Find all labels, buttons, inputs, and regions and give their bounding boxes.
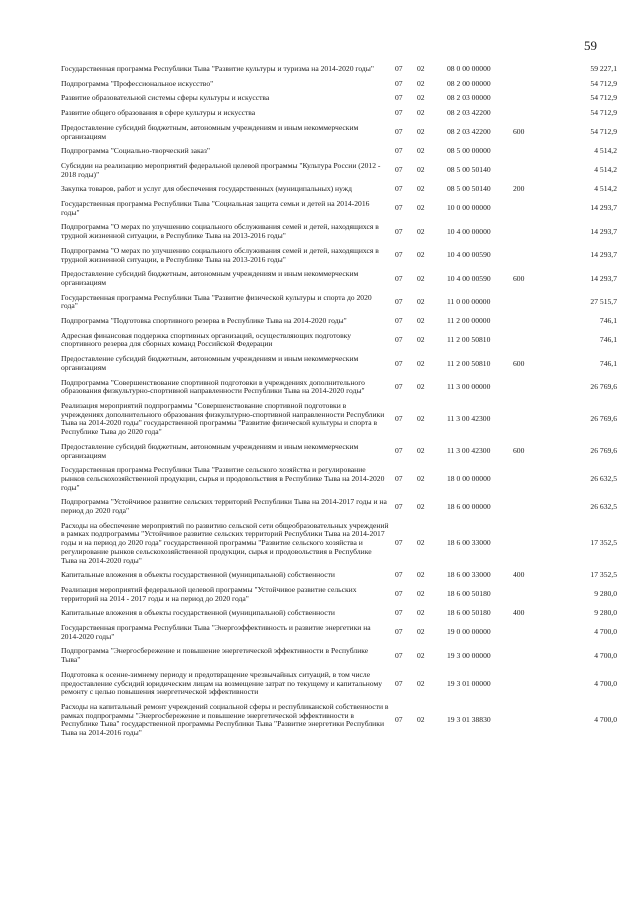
table-row [61,463,617,495]
expense-name-cell: Предоставление субсидий бюджетным, автономным учреждениям и иным некоммерческим организациям [61,269,359,287]
table-row [61,244,617,267]
table-row [61,77,617,92]
subsection-code-cell: 02 [417,538,425,548]
expense-type-cell: 200 [513,184,525,194]
expense-name-cell: Подпрограмма "О мерах по улучшению социального обслуживания семей и детей, находящихся в трудной жизненной ситуации, в Республике Тыва на 2013-2016 годы" [61,222,379,241]
section-code-cell: 07 [395,78,403,88]
table-row [61,106,617,121]
section-code-cell: 07 [395,414,403,424]
section-code-cell: 07 [395,570,403,580]
expense-name-cell: Подпрограмма "Социально-творческий заказ" [61,146,210,156]
amount-cell: 746,1 [599,358,617,368]
expense-name-cell: Подпрограмма "Энергосбережение и повышение энергетической эффективности в Республике Тыва" [61,646,369,665]
expense-type-cell [513,668,551,700]
amount-cell: 746,1 [599,316,617,326]
subsection-code-cell: 02 [417,715,425,725]
expense-name-cell: Подпрограмма "Устойчивое развитие сельских территорий Республики Тыва на 2014-2017 годы и на период до 2020 года" [61,497,387,516]
target-article-cell: 08 5 00 50140 [447,165,491,175]
subsection-code-cell: 02 [417,570,425,580]
expense-type-cell [513,77,551,92]
page-number: 59 [584,38,597,53]
section-code-cell: 07 [395,538,403,548]
expense-name-cell: Реализация мероприятий федеральной целевой программы "Устойчивое развитие сельских территорий на 2014 - 2017 годы и на период до 2020 года" [61,584,357,603]
target-article-cell: 08 2 00 00000 [447,78,491,88]
table-row [61,621,617,644]
target-article-cell: 10 4 00 00590 [447,273,491,283]
table-row [61,700,617,741]
amount-cell: 4 700,0 [594,627,617,637]
amount-cell: 54 712,9 [590,108,617,118]
expense-name-cell: Государственная программа Республики Тыва "Энергоэффективность и развитие энергетики на 2014-2020 годы" [61,623,371,641]
amount-cell: 4 700,0 [594,678,617,688]
table-row [61,352,617,375]
expense-name-cell: Расходы на капитальный ремонт учреждений социальной сферы и республиканской собственности в рамках подпрограммы "Энергосбережение и повышение энергетической эффективности в Республике Тыва" государственной программы Республики Тыва "Развитие энергетики Республики Тыва на 2014-2016 годы" [61,701,389,738]
subsection-code-cell: 02 [417,64,425,73]
section-code-cell: 07 [395,589,403,599]
subsection-code-cell: 02 [417,93,425,103]
table-row [61,376,617,399]
amount-cell: 4 514,2 [594,184,617,194]
table-body [61,62,617,741]
subsection-code-cell: 02 [417,589,425,599]
section-code-cell: 07 [395,108,403,118]
expense-type-cell [513,220,551,243]
target-article-cell: 18 0 00 00000 [447,473,491,483]
amount-cell: 17 352,5 [590,538,617,548]
section-code-cell: 07 [395,226,403,236]
table-row [61,267,617,290]
section-code-cell: 07 [395,127,403,137]
subsection-code-cell: 02 [417,184,425,194]
expense-type-cell [513,291,551,314]
expense-name-cell: Предоставление субсидий бюджетным, автономным учреждениям и иным некоммерческим организациям [61,354,359,372]
expense-name-cell: Предоставление субсидий бюджетным, автономным учреждениям и иным некоммерческим организациям [61,122,359,141]
expense-name-cell: Подпрограмма "Профессиональное искусство" [61,78,214,88]
subsection-code-cell: 02 [417,78,425,88]
amount-cell: 26 769,6 [590,446,617,456]
target-article-cell: 08 2 03 00000 [447,93,491,103]
expense-name-cell: Развитие общего образования в сфере культуры и искусства [61,108,256,118]
target-article-cell: 11 3 00 42300 [447,414,491,424]
amount-cell: 14 293,7 [590,250,617,260]
subsection-code-cell: 02 [417,146,425,156]
expense-name-cell: Государственная программа Республики Тыва "Развитие сельского хозяйства и регулирование рынков сельскохозяйственной продукции, сырья и продовольствия в Республике Тыва на 2014-2020 годы" [61,465,385,492]
subsection-code-cell: 02 [417,501,425,511]
subsection-code-cell: 02 [417,358,425,368]
section-code-cell: 07 [395,473,403,483]
expense-type-cell [513,197,551,220]
target-article-cell: 10 4 00 00000 [447,226,491,236]
expense-type-cell [513,144,551,159]
target-article-cell: 18 6 00 50180 [447,589,491,599]
amount-cell: 54 712,9 [590,127,617,137]
table-row [61,121,617,144]
expense-type-cell [513,644,551,667]
table-row [61,606,617,621]
subsection-code-cell: 02 [417,608,425,618]
table-row [61,144,617,159]
table-row [61,399,617,440]
expense-name-cell: Предоставление субсидий бюджетным, автономным учреждениям и иным некоммерческим организациям [61,441,359,460]
section-code-cell: 07 [395,316,403,326]
target-article-cell: 11 3 00 42300 [447,446,491,456]
target-article-cell: 18 6 00 33000 [447,570,491,580]
expense-name-cell: Подпрограмма "Подготовка спортивного резерва в Республике Тыва на 2014-2020 годы" [61,316,347,326]
table-row [61,291,617,314]
expense-type-cell: 600 [513,273,525,283]
target-article-cell: 11 3 00 00000 [447,381,491,391]
amount-cell: 27 515,7 [590,297,617,306]
section-code-cell: 07 [395,273,403,283]
subsection-code-cell: 02 [417,473,425,483]
expense-type-cell [513,106,551,121]
subsection-code-cell: 02 [417,108,425,118]
target-article-cell: 08 2 03 42200 [447,108,491,118]
table-row [61,495,617,518]
target-article-cell: 10 4 00 00590 [447,250,491,260]
subsection-code-cell: 02 [417,273,425,283]
expense-type-cell [513,376,551,399]
expense-type-cell: 400 [513,608,525,618]
expense-type-cell: 600 [513,446,525,456]
subsection-code-cell: 02 [417,446,425,456]
expense-name-cell: Подпрограмма "О мерах по улучшению социального обслуживания семей и детей, находящихся в трудной жизненной ситуации, в Республике Тыва на 2013-2016 годы" [61,245,379,264]
expense-name-cell: Государственная программа Республики Тыва "Развитие физической культуры и спорта до 2020 года" [61,292,372,311]
target-article-cell: 18 6 00 00000 [447,501,491,511]
expense-type-cell: 600 [513,127,525,137]
subsection-code-cell: 02 [417,678,425,688]
section-code-cell: 07 [395,446,403,456]
expense-name-cell: Развитие образовательной системы сферы культуры и искусства [61,93,270,103]
target-article-cell: 08 5 00 50140 [447,184,491,194]
target-article-cell: 19 3 01 38830 [447,715,491,725]
budget-table [61,62,617,741]
section-code-cell: 07 [395,358,403,368]
amount-cell: 59 227,1 [590,64,617,73]
expense-type-cell [513,700,551,741]
table-row [61,440,617,463]
table-row [61,314,617,329]
amount-cell: 9 280,0 [594,589,617,599]
target-article-cell: 19 0 00 00000 [447,627,491,637]
section-code-cell: 07 [395,608,403,618]
subsection-code-cell: 02 [417,250,425,260]
expense-name-cell: Государственная программа Республики Тыва "Социальная защита семьи и детей на 2014-2016 годы" [61,199,370,217]
table-row [61,583,617,606]
target-article-cell: 11 0 00 00000 [447,297,491,306]
subsection-code-cell: 02 [417,203,425,213]
amount-cell: 4 514,2 [594,146,617,156]
target-article-cell: 08 2 03 42200 [447,127,491,137]
expense-name-cell: Капитальные вложения в объекты государственной (муниципальной) собственности [61,608,335,618]
section-code-cell: 07 [395,297,403,306]
subsection-code-cell: 02 [417,127,425,137]
expense-type-cell: 600 [513,358,525,368]
subsection-code-cell: 02 [417,650,425,660]
expense-name-cell: Расходы на обеспечение мероприятий по развитию сельской сети общеобразовательных учреждений в рамках подпрограммы "Устойчивое развитие сельских территорий Республики Тыва на 2014-2017 годы и на период до 2020 года" государственной программы "Развитие сельского хозяйства и регулирование рынков сельскохозяйственной продукции, сырья и продовольствия в Республике Тыва на 2014-2020 годы" [61,520,389,565]
amount-cell: 54 712,9 [590,78,617,88]
expense-type-cell: 400 [513,570,525,580]
section-code-cell: 07 [395,146,403,156]
section-code-cell: 07 [395,650,403,660]
section-code-cell: 07 [395,165,403,175]
expense-name-cell: Реализация мероприятий подпрограммы "Совершенствование спортивной подготовки в учреждениях дополнительного образования физкультурно-спортивной направленности Республики Тыва на 2014-2020 годы" государственной программы "Развитие физической культуры и спорта в Республике Тыва до 2020 года" [61,400,385,437]
table-row [61,644,617,667]
amount-cell: 14 293,7 [590,226,617,236]
section-code-cell: 07 [395,250,403,260]
target-article-cell: 10 0 00 00000 [447,203,491,213]
table-row [61,668,617,700]
expense-type-cell [513,519,551,569]
amount-cell: 26 632,5 [590,501,617,511]
subsection-code-cell: 02 [417,627,425,637]
section-code-cell: 07 [395,678,403,688]
expense-type-cell [513,495,551,518]
amount-cell: 746,1 [599,335,617,345]
target-article-cell: 08 5 00 00000 [447,146,491,156]
expense-type-cell [513,91,551,106]
amount-cell: 26 632,5 [590,473,617,483]
subsection-code-cell: 02 [417,316,425,326]
subsection-code-cell: 02 [417,226,425,236]
table-row [61,91,617,106]
section-code-cell: 07 [395,715,403,725]
section-code-cell: 07 [395,381,403,391]
expense-type-cell [513,583,551,606]
amount-cell: 17 352,5 [590,570,617,580]
amount-cell: 26 769,6 [590,381,617,391]
amount-cell: 4 700,0 [594,715,617,725]
table-row [61,62,617,77]
table-row [61,182,617,197]
table-row [61,568,617,583]
expense-name-cell: Подпрограмма "Совершенствование спортивной подготовки в учреждениях дополнительного образования физкультурно-спортивной направленности Республики Тыва на 2014-2020 годы" [61,377,365,396]
target-article-cell: 19 3 01 00000 [447,678,491,688]
subsection-code-cell: 02 [417,297,425,306]
expense-type-cell [513,399,551,440]
subsection-code-cell: 02 [417,381,425,391]
subsection-code-cell: 02 [417,414,425,424]
table-row [61,220,617,243]
section-code-cell: 07 [395,93,403,103]
table-row [61,197,617,220]
target-article-cell: 11 2 00 50810 [447,335,491,345]
expense-name-cell: Капитальные вложения в объекты государственной (муниципальной) собственности [61,570,335,580]
target-article-cell: 18 6 00 33000 [447,538,491,548]
expense-type-cell [513,314,551,329]
table-row [61,519,617,569]
target-article-cell: 19 3 00 00000 [447,650,491,660]
section-code-cell: 07 [395,335,403,345]
amount-cell: 14 293,7 [590,203,617,213]
amount-cell: 4 514,2 [594,165,617,175]
expense-name-cell: Закупка товаров, работ и услуг для обеспечения государственных (муниципальных) нужд [61,184,352,194]
section-code-cell: 07 [395,184,403,194]
target-article-cell: 11 2 00 00000 [447,316,491,326]
subsection-code-cell: 02 [417,335,425,345]
expense-type-cell [513,159,551,182]
table-row [61,159,617,182]
expense-name-cell: Адресная финансовая поддержка спортивных организаций, осуществляющих подготовку спортивного резерва для сборных команд Российской Федерации [61,330,352,349]
section-code-cell: 07 [395,203,403,213]
section-code-cell: 07 [395,627,403,637]
amount-cell: 54 712,9 [590,93,617,103]
section-code-cell: 07 [395,501,403,511]
target-article-cell: 18 6 00 50180 [447,608,491,618]
amount-cell: 4 700,0 [594,650,617,660]
subsection-code-cell: 02 [417,165,425,175]
target-article-cell: 11 2 00 50810 [447,358,491,368]
expense-type-cell [513,244,551,267]
expense-type-cell [513,621,551,644]
amount-cell: 14 293,7 [590,273,617,283]
expense-name-cell: Субсидии на реализацию мероприятий федеральной целевой программы "Культура России (2012 - 2018 годы)" [61,160,381,179]
section-code-cell: 07 [395,64,403,73]
table-row [61,329,617,352]
expense-type-cell [513,463,551,495]
expense-name-cell: Подготовка к осенне-зимнему периоду и предотвращение чрезвычайных ситуаций, в том числе предоставление субсидий юридическим лицам на возмещение затрат по текущему и капитальному ремонту с целью повышения энергетической эффективности [61,669,383,697]
expense-name-cell: Государственная программа Республики Тыва "Развитие культуры и туризма на 2014-2020 годы" [61,64,374,73]
amount-cell: 26 769,6 [590,414,617,424]
expense-type-cell [513,62,551,77]
target-article-cell: 08 0 00 00000 [447,64,491,73]
amount-cell: 9 280,0 [594,608,617,618]
expense-type-cell [513,329,551,352]
